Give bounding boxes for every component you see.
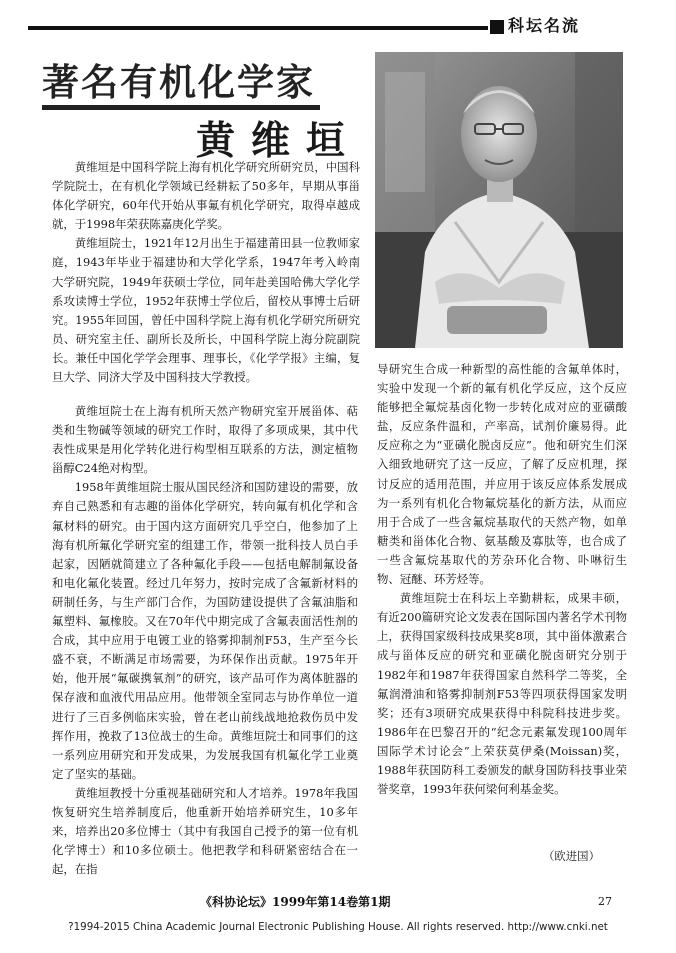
portrait-illustration (375, 52, 623, 348)
paragraph-fluorine-research: 1958年黄维垣院士服从国民经济和国防建设的需要，放弃自己熟悉和有志趣的甾体化学研究，转向氟有机化学和含氟材料的研究。由于国内这方面研究几乎空白，他参加了上海有机所氟化学研究室的组建工作，带领一批科技人员白手起家，因陋就简建立了各种氟化手段——包括电解制氟设备和电化氟化装置。经过几年努力，按时完成了含氟新材料的研制任务，与生产部门合作，为国防建设提供了含氟油脂和氟塑料、氟橡胶。又在70年代中期完成了含氟表面活性剂的合成，其中应用于电镀工业的铬雾抑制剂F53，生产至今长盛不衰，不断满足市场需要，为环保作出贡献。1975年开始，他开展“氟碳携氧剂”的研究，该产品可作为离体脏器的保存液和血液代用品应用。他带领全室同志与协作单位一道进行了三百多例临床实验，曾在老山前线战地抢救伤员中发挥作用，挽救了13位战士的生命。黄维垣院士和同事们的这一系列应用研究和开发成果，为发展我国有机氟化学工业奠定了坚实的基础。 (52, 480, 358, 781)
paragraph-reaction: 导研究生合成一种新型的高性能的含氟单体时，实验中发现一个新的氟有机化学反应，这个反应能够把全氟烷基卤化物一步转化成对应的亚磺酸盐，反应条件温和，产率高，试剂价廉易得。此反应称之为“亚磺化脱卤反应”。他和研究生们深入细致地研究了这一反应，了解了反应机理，探讨反应的适用范围，并应用于该反应体系发展成为一系列有机化合物氟烷基化的新方法，从而应用于合成了一些含氟烷基取代的天然产物，如单糖类和甾体化合物、氨基酸及寡肽等，也合成了一些含氟烷基取代的芳杂环化合物、卟啉衍生物、冠醚、环芳烃等。 (377, 362, 627, 587)
copyright-line: ?1994-2015 China Academic Journal Electronic Publishing House. All rights reserved. http://www.cnki.net (68, 921, 608, 933)
header-rule (28, 26, 488, 30)
article-body-right (377, 360, 627, 799)
article-title: 著名有机化学家 (42, 61, 315, 104)
article-body-left-top (52, 158, 360, 387)
paragraph-steroid-research: 黄维垣院士在上海有机所天然产物研究室开展甾体、萜类和生物碱等领域的研究工作时，取得了多项成果，其中代表性成果是用化学转化进行构型相互联系的方法，测定植物甾醇C24绝对构型。 (52, 404, 358, 476)
person-name: 黄维垣 (196, 119, 362, 164)
paragraph-education: 黄维垣教授十分重视基础研究和人才培养。1978年我国恢复研究生培养制度后，他重新开始培养研究生，10多年来，培养出20多位博士（其中有我国自己授予的第一位有机化学博士）和10多位硕士。他把教学和科研紧密结合在一起，在指 (52, 785, 358, 877)
paragraph-biography: 黄维垣院士，1921年12月出生于福建莆田县一位教师家庭，1943年毕业于福建协和大学化学系，1947年考入岭南大学研究院，1949年获硕士学位，同年赴美国哈佛大学化学系攻读博士学位，1952年获博士学位后，留校从事博士后研究。1955年回国，曾任中国科学院上海有机化学研究所研究员、研究室主任、副所长及所长，中国科学院上海分院副院长。兼任中国化学学会理事、理事长，《化学学报》主编，复旦大学、同济大学及中国科技大学教授。 (52, 236, 360, 385)
section-tag: 科坛名流 (508, 16, 581, 35)
article-body-left-wide (52, 402, 358, 879)
header-square-ornament (490, 20, 504, 34)
page-number: 27 (598, 895, 612, 908)
author-signature: （欧进国） (543, 849, 600, 863)
journal-footer: 《科协论坛》1999年第14卷第1期 (200, 895, 391, 909)
portrait-photo (375, 52, 623, 348)
paragraph-intro: 黄维垣是中国科学院上海有机化学研究所研究员，中国科学院院士，在有机化学领域已经耕耘了50多年，早期从事甾体化学研究，60年代开始从事氟有机化学研究，取得卓越成就，于1998年荣获陈嘉庚化学奖。 (52, 160, 360, 232)
paragraph-achievements: 黄维垣院士在科坛上辛勤耕耘，成果丰硕，有近200篇研究论文发表在国际国内著名学术刊物上，获得国家级科技成果奖8项，其中甾体激素合成与甾体反应的研究和亚磺化脱卤研究分别于1982年和1987年获得国家自然科学二等奖，全氟润滑油和铬雾抑制剂F53等四项获得国家发明奖；还有3项研究成果获得中科院科技进步奖。1986年在巴黎召开的“纪念元素氟发现100周年国际学术讨论会”上荣获莫伊桑(Moissan)奖，1988年获国防科工委颁发的献身国防科技事业荣誉奖章，1993年获何梁何利基金奖。 (377, 591, 627, 797)
